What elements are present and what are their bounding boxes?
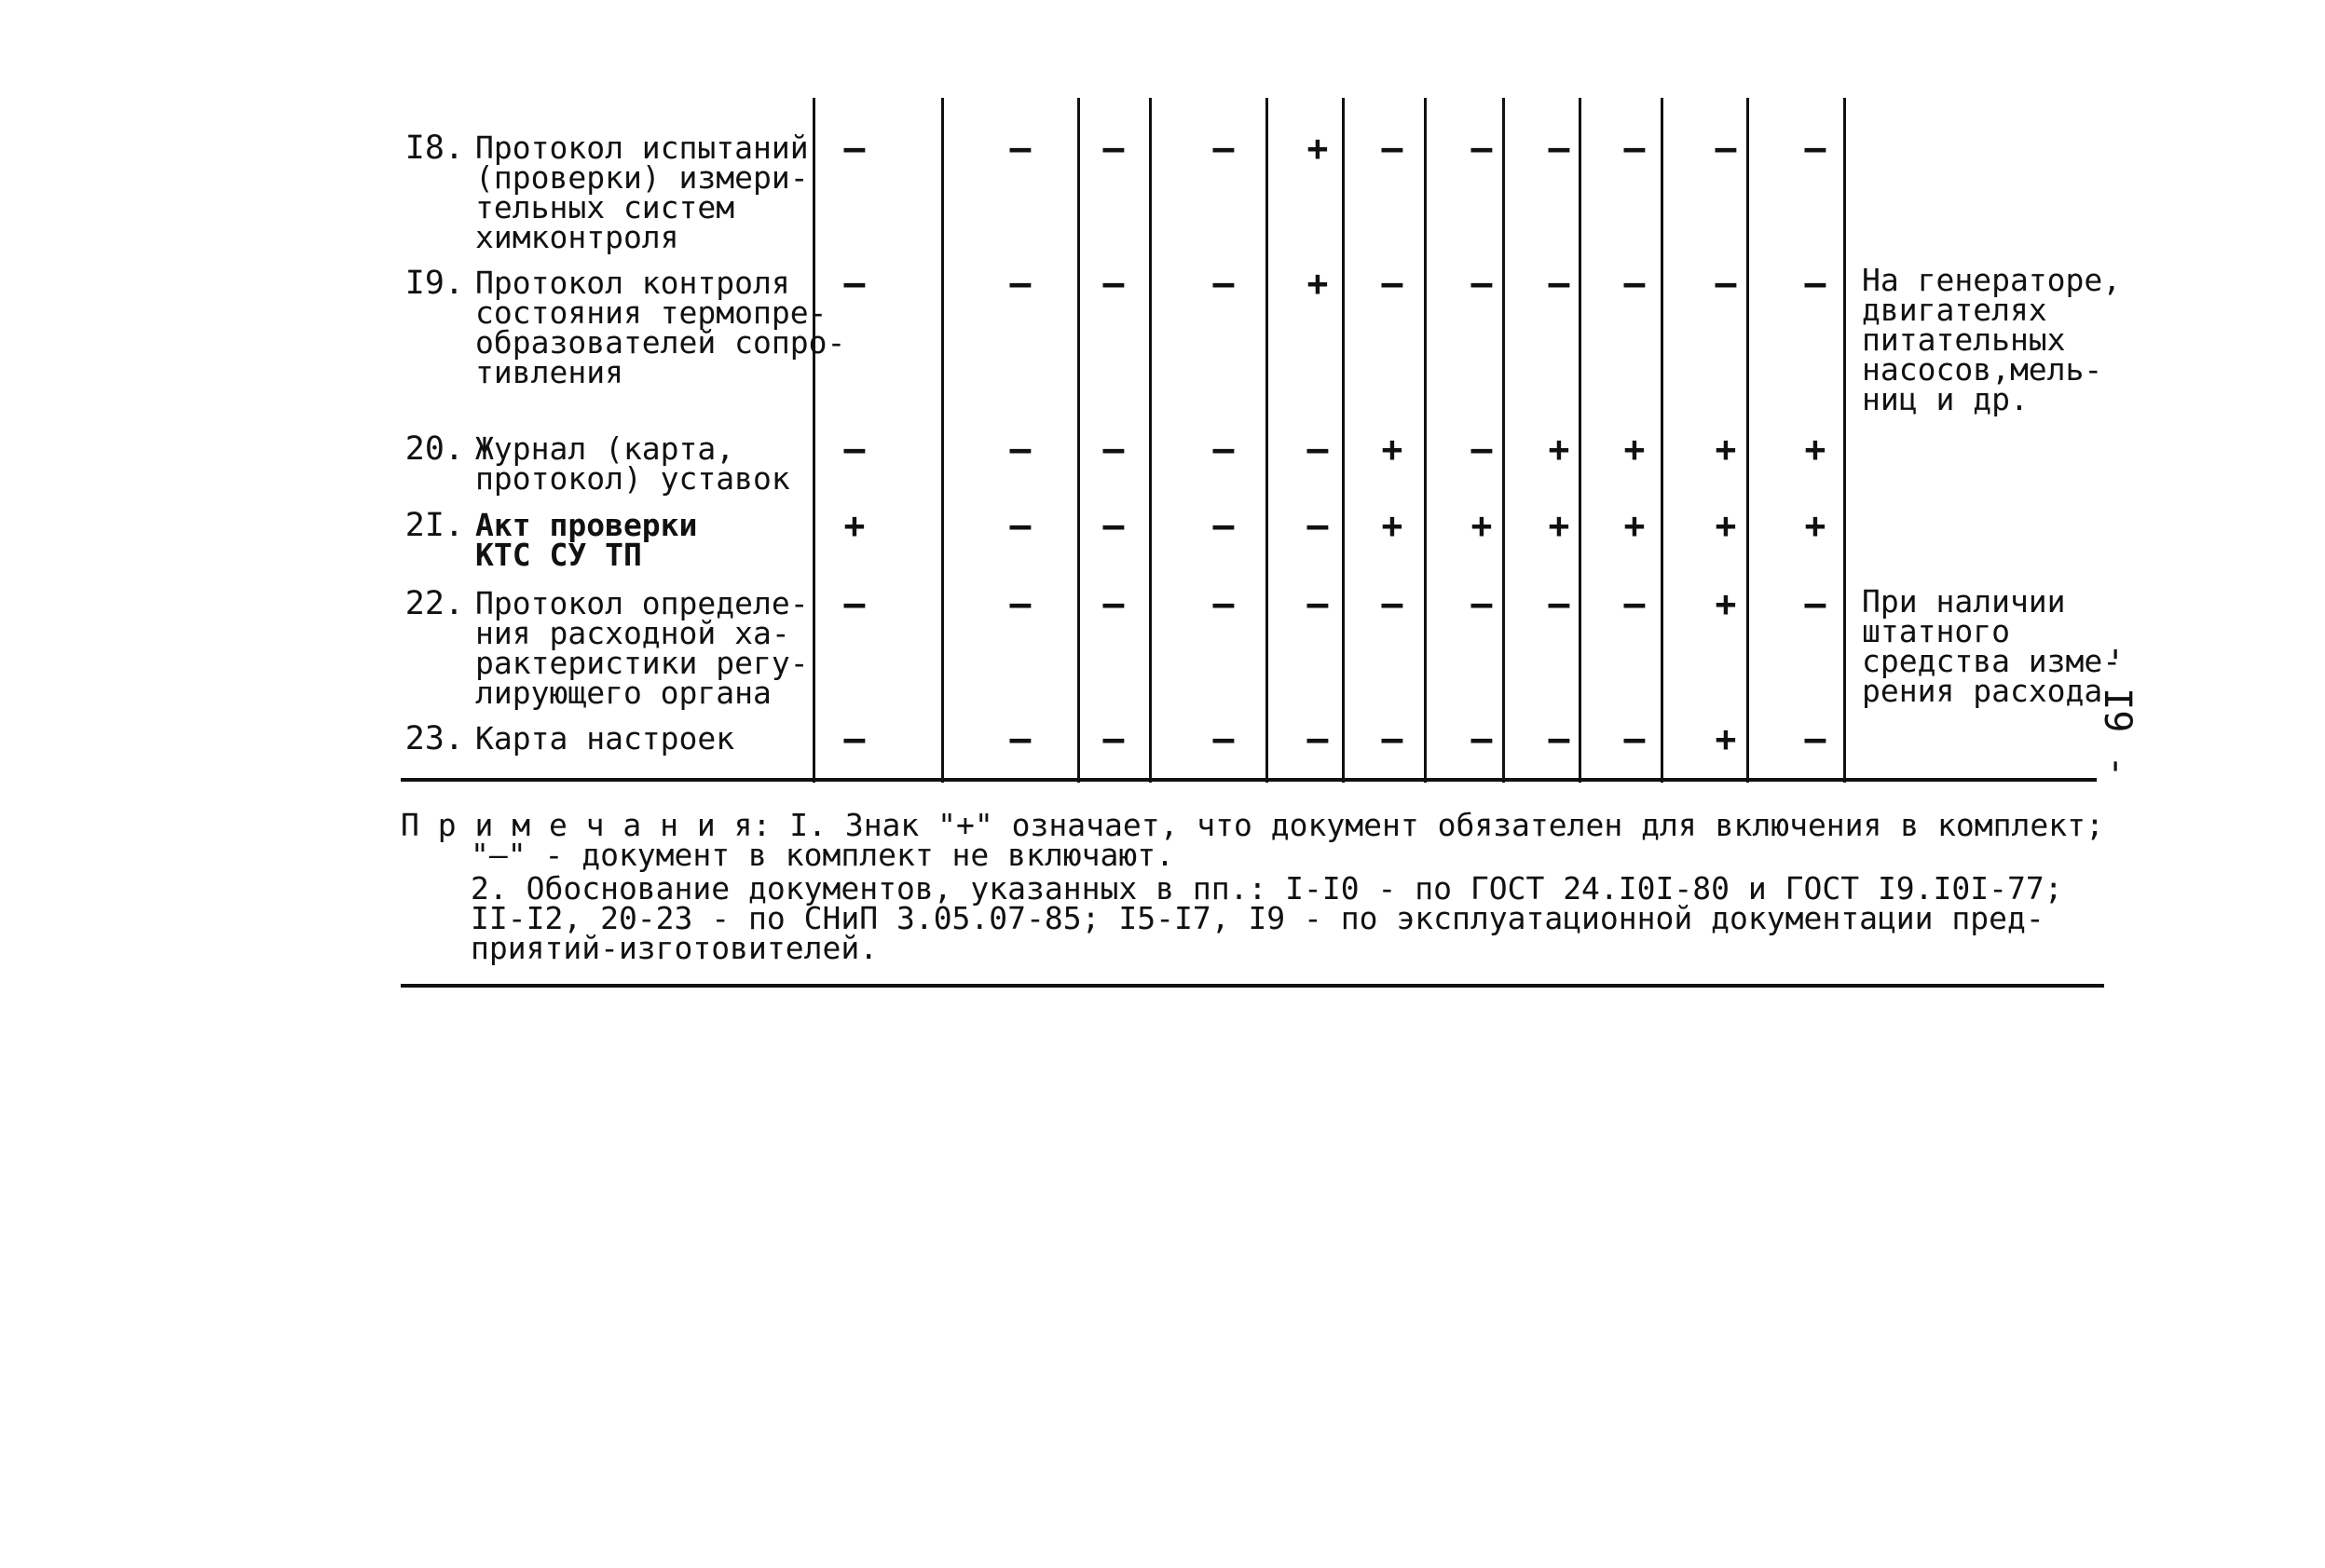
notes-line: П р и м е ч а н и я: I. Знак "+" означает, что документ обязателен для включения в комплект; [401,807,2104,843]
mark-cell: – [1102,263,1125,304]
mark-cell: – [1102,429,1125,470]
document-title: Протокол определе- ния расходной ха- рактеристики регу- лирующего органа [475,585,809,711]
mark-cell: + [1470,505,1493,546]
mark-cell: + [1381,429,1403,470]
mark-cell: – [1306,583,1329,624]
mark-cell: – [1212,583,1235,624]
mark-cell: – [1715,263,1737,304]
mark-cell: + [1623,429,1646,470]
mark-cell: – [1306,505,1329,546]
mark-cell: – [1102,718,1125,759]
row-number: 2I. [404,507,464,544]
mark-cell: – [1381,583,1403,624]
mark-cell: – [1470,583,1493,624]
mark-cell: – [1306,718,1329,759]
mark-cell: – [1623,128,1646,169]
mark-cell: + [1715,505,1737,546]
mark-cell: – [1548,263,1570,304]
mark-cell: – [843,263,866,304]
mark-cell: – [1623,263,1646,304]
mark-cell: – [1804,583,1826,624]
mark-cell: – [1623,718,1646,759]
document-title: Протокол испытаний (проверки) измери- тельных систем химконтроля [475,130,809,255]
mark-cell: + [1715,583,1737,624]
mark-cell: – [1548,583,1570,624]
mark-cell: + [1548,505,1570,546]
row-number: I9. [404,265,464,302]
mark-cell: + [1306,263,1329,304]
mark-cell: – [1381,718,1403,759]
mark-cell: – [1212,429,1235,470]
mark-cell: + [1548,429,1570,470]
mark-cell: – [1548,718,1570,759]
table-column-divider [1424,98,1427,783]
mark-cell: + [1715,429,1737,470]
mark-cell: – [1715,128,1737,169]
mark-cell: – [1381,263,1403,304]
mark-cell: – [1804,263,1826,304]
row-note: На генераторе, двигателях питательных насосов,мель- ниц и др. [1862,262,2122,417]
row-number: 23. [404,720,464,757]
mark-cell: – [843,429,866,470]
document-title: Акт проверки КТС СУ ТП [475,507,698,573]
mark-cell: + [1381,505,1403,546]
mark-cell: – [1009,128,1032,169]
page-number: - I9 - [2096,643,2139,778]
mark-cell: – [1212,718,1235,759]
document-title: Протокол контроля состояния термопре- образователей сопро- тивления [475,265,846,390]
notes-line: приятий-изготовителей. [471,930,879,966]
document-title: Карта настроек [475,720,735,757]
notes-bottom-rule [401,984,2104,988]
mark-cell: – [1470,429,1493,470]
mark-cell: – [1470,128,1493,169]
notes-line: 2. Обоснование документов, указанных в пп.: I-I0 - по ГОСТ 24.I0I-80 и ГОСТ I9.I0I-77; [471,870,2063,907]
notes-line: "–" - документ в комплект не включают. [471,837,1174,873]
table-column-divider [1077,98,1080,783]
mark-cell: – [1804,718,1826,759]
mark-cell: + [1804,429,1826,470]
row-note: При наличии штатного средства изме- рения расхода [1862,583,2122,709]
mark-cell: – [1306,429,1329,470]
notes-line: II-I2, 20-23 - по СНиП 3.05.07-85; I5-I7, I9 - по эксплуатационной документации пред- [471,900,2045,936]
mark-cell: – [1009,505,1032,546]
mark-cell: – [1470,263,1493,304]
mark-cell: + [1715,718,1737,759]
mark-cell: – [1548,128,1570,169]
mark-cell: – [1009,718,1032,759]
mark-cell: – [1009,583,1032,624]
mark-cell: – [1102,583,1125,624]
table-column-divider [1149,98,1152,783]
mark-cell: – [1102,128,1125,169]
mark-cell: – [1804,128,1826,169]
mark-cell: – [843,128,866,169]
table-column-divider [1265,98,1268,783]
mark-cell: – [1102,505,1125,546]
mark-cell: + [1804,505,1826,546]
mark-cell: – [843,583,866,624]
mark-cell: – [1381,128,1403,169]
table-column-divider [941,98,944,783]
mark-cell: – [1009,429,1032,470]
row-number: 22. [404,585,464,622]
mark-cell: + [843,505,866,546]
row-number: I8. [404,130,464,167]
mark-cell: + [1306,128,1329,169]
mark-cell: – [1009,263,1032,304]
table-bottom-rule [401,778,2097,782]
mark-cell: – [1470,718,1493,759]
mark-cell: – [1212,263,1235,304]
row-number: 20. [404,430,464,468]
mark-cell: – [1623,583,1646,624]
mark-cell: – [843,718,866,759]
mark-cell: + [1623,505,1646,546]
table-column-divider [1843,98,1846,783]
mark-cell: – [1212,128,1235,169]
mark-cell: – [1212,505,1235,546]
document-title: Журнал (карта, протокол) уставок [475,430,790,497]
